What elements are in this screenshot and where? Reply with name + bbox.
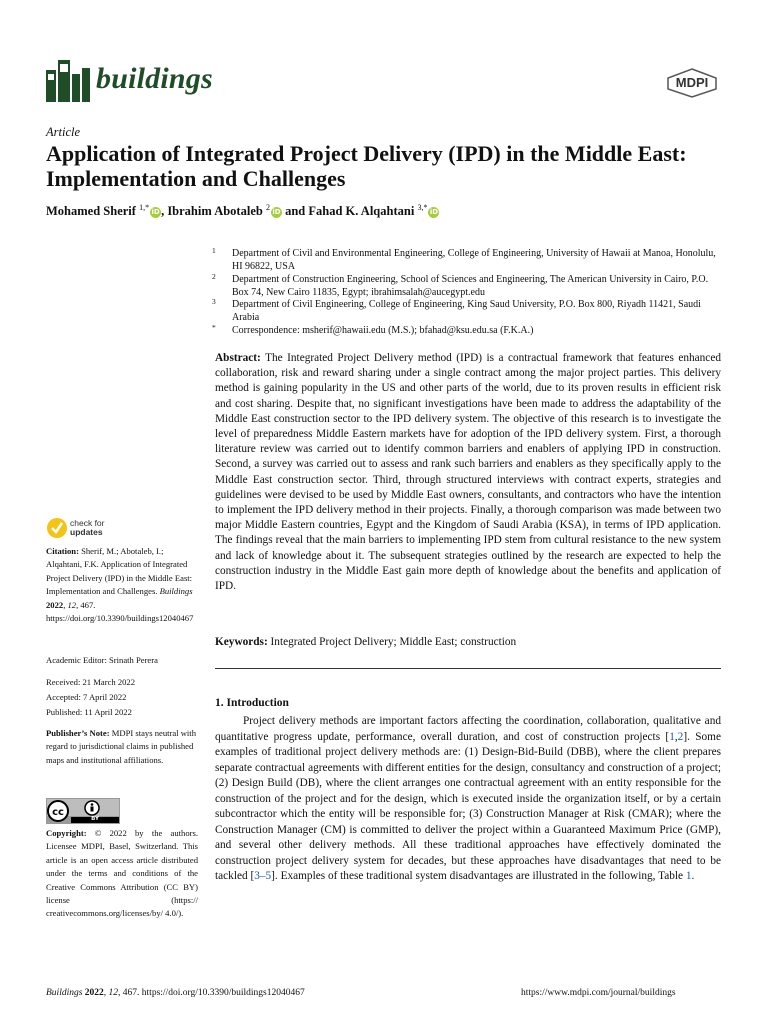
section-heading: 1. Introduction [215, 697, 289, 709]
footer-volume: 12 [108, 988, 119, 998]
author-name[interactable]: Mohamed Sherif [46, 204, 136, 219]
paragraph-text: ]. Examples of these traditional system disadvantages are illustrated in the following, Table [271, 870, 686, 882]
keywords-text: Integrated Project Delivery; Middle East; construction [270, 636, 517, 648]
author-name[interactable]: Ibrahim Abotaleb [167, 204, 263, 219]
citation-doi[interactable]: , 467. https://doi.org/10.3390/buildings12040467 [46, 599, 194, 624]
svg-text:cc: cc [52, 807, 64, 818]
cc-by-license-badge[interactable] [46, 798, 120, 824]
abstract-text: The Integrated Project Delivery method (IPD) is a contractual framework that features enhanced collaboration, risk and reward sharing under a single contract among the major project parties. This delivery method is gaining popularity in the US and other parts of the world, due to its proven results in efficient risk and cost sharing. Despite that, no significant investigations have been made to address the adaptability of the Middle East construction sector to the IPD delivery system. The objective of this research is to investigate the level of preparedness Middle Eastern markets have for adoption of the IPD delivery system. First, a thorough literature review was carried out to identify common barriers and enablers of applying IPD in construction. Second, a survey was carried out to assess and rank such barriers and enablers as they specifically apply to the Middle East construction sector. Third, through structured interviews with contract experts, strategies and guidelines were devised to be used by Middle East owners, consultants, and contractors who have the intention to implement the IPD delivery method in their projects. Finally, a thorough comparison was made between two major Middle Eastern countries, Egypt and the Kingdom of Saudi Arabia (KSA), in terms of IPD application. The findings reveal that the main barriers to implementing IPD stem from cultural resistance to the new system and lack of knowledge about it. The subsequent strategies outlined by the research are expected to help the construction industry in the Middle East gain more depth of knowledge about the benefits and application of IPD. [215, 352, 721, 593]
affiliation-number: 1 [212, 246, 216, 255]
introduction-paragraph [215, 714, 721, 885]
keywords [215, 636, 721, 648]
affiliation [212, 298, 722, 324]
buildings-logo-icon [46, 60, 90, 102]
mdpi-logo-text: MDPI [675, 75, 709, 90]
orcid-icon[interactable]: iD [272, 208, 281, 217]
copyright-label: Copyright: [46, 828, 87, 838]
citation-year: 2022 [46, 599, 64, 610]
affiliation-number: 2 [212, 272, 216, 281]
author-affiliation-mark: 2 [265, 203, 270, 212]
footer-doi[interactable]: , 467. https://doi.org/10.3390/buildings12040467 [118, 988, 305, 998]
citation-text: Sherif, M.; Abotaleb, I.; Alqahtani, F.K. Application of Integrated Project Delivery (IPD) in the Middle East: Implementation and Challenges. [46, 546, 193, 597]
correspondence-text: Correspondence: msherif@hawaii.edu (M.S.); bfahad@ksu.edu.sa (F.K.A.) [232, 325, 534, 336]
author-affiliation-mark: 1,* [139, 203, 150, 212]
publisher-note-label: Publisher’s Note: [46, 728, 110, 738]
affiliation-text: Department of Civil Engineering, College of Engineering, King Saud University, P.O. Box 800, Riyadh 11421, Saudi Arabia [232, 299, 701, 323]
citation-label: Citation: [46, 546, 79, 556]
citation-link[interactable]: 1 [669, 730, 675, 743]
copyright-notice [46, 827, 198, 921]
section-divider [215, 668, 721, 669]
check-updates-line2: updates [70, 527, 103, 537]
citation-link[interactable]: 2 [677, 730, 684, 743]
affiliation-text: Department of Construction Engineering, School of Sciences and Engineering, The American University in Cairo, P.O. Box 74, New Cairo 11835, Egypt; ibrahimsalah@aucegypt.edu [232, 274, 709, 298]
footer-journal: Buildings [46, 988, 83, 998]
correspondence [212, 324, 722, 337]
keywords-label: Keywords: [215, 636, 268, 648]
accepted-date: Accepted: 7 April 2022 [46, 692, 127, 702]
check-updates-icon [46, 516, 68, 540]
orcid-icon[interactable]: iD [151, 208, 160, 217]
published-date: Published: 11 April 2022 [46, 707, 132, 717]
abstract [215, 351, 721, 594]
orcid-icon[interactable]: iD [429, 208, 439, 217]
affiliation [212, 247, 722, 273]
footer-year: 2022 [84, 988, 104, 998]
abstract-label: Abstract: [215, 352, 261, 364]
author-separator: and [281, 204, 309, 219]
publisher-note-text: MDPI stays neutral with regard to jurisdictional claims in published maps and institutional affiliations. [46, 728, 196, 765]
affiliation-number: 3 [212, 297, 216, 306]
author-separator: , [161, 204, 168, 219]
publisher-note [46, 727, 198, 767]
check-for-updates-button[interactable] [46, 516, 116, 540]
article-type: Article [46, 125, 81, 139]
received-date: Received: 21 March 2022 [46, 677, 136, 687]
citation-link[interactable]: 3–5 [254, 870, 272, 882]
affiliation [212, 273, 722, 299]
footer-citation: Buildings 2022, 12, 467. https://doi.org/10.3390/buildings12040467 [46, 988, 305, 998]
citation-volume: 12 [67, 599, 77, 610]
paragraph-text: ]. Some examples of traditional project delivery methods are: (1) Design-Bid-Build (DBB), where the client prepares separate contractual agreements with different entities for the design, consultancy and construction of a project; (2) Design Build (DB), where the client arranges one contractual agreement with an entity responsible for the construction of the project and for the design, which is executed inside the organization itself, or by a certain subcontractor which the entity will be responsible for; (3) Construction Manager at Risk (CMAR); where the Construction Manager (CM) is committed to deliver the project within a Guaranteed Maximum Price (GMP), and several other delivery methods. All these traditional approaches have effectively dominated the construction project delivery system for decades, but these approaches have disadvantages that need to be tackled [ [215, 730, 721, 882]
citation-block: Citation: Sherif, M.; Abotaleb, I.; Alqahtani, F.K. Application of Integrated Project Delivery (IPD) in the Middle East: Implementation and Challenges. Buildings 2022, 12, 467. https://doi.org/10.3390/buildings12040467 [46, 546, 194, 624]
affiliation-number: * [212, 323, 216, 332]
affiliation-text: Department of Civil and Environmental Engineering, College of Engineering, University of Hawaii at Manoa, Honolulu, HI 96822, USA [232, 248, 716, 272]
paragraph-text: Project delivery methods are important factors affecting the coordination, collaboration, qualitative and quantitative progress update, performance, overall duration, and cost of construction projects [ [215, 715, 721, 743]
citation-journal: Buildings [159, 586, 193, 597]
cc-by-label: BY [91, 816, 99, 822]
mdpi-logo[interactable] [666, 68, 718, 103]
copyright-text: © 2022 by the authors. Licensee MDPI, Basel, Switzerland. This article is an open access article distributed under the terms and conditions of the Creative Commons Attribution (CC BY) license (https:// creativecommons.org/licenses/by/ 4.0/). [46, 828, 198, 919]
article-title: Application of Integrated Project Delivery (IPD) in the Middle East: Implementation and Challenges [46, 141, 687, 191]
author-affiliation-mark: 3,* [417, 203, 428, 212]
author-list [46, 203, 439, 219]
table-link[interactable]: 1 [685, 870, 692, 882]
footer-journal-url[interactable]: https://www.mdpi.com/journal/buildings [521, 988, 676, 998]
paragraph-text: , [674, 730, 678, 743]
author-name[interactable]: Fahad K. Alqahtani [308, 204, 415, 219]
check-updates-line1: check for [70, 518, 105, 528]
paragraph-text: . [691, 870, 695, 882]
journal-name: buildings [96, 62, 213, 95]
academic-editor: Academic Editor: Srinath Perera [46, 655, 158, 665]
